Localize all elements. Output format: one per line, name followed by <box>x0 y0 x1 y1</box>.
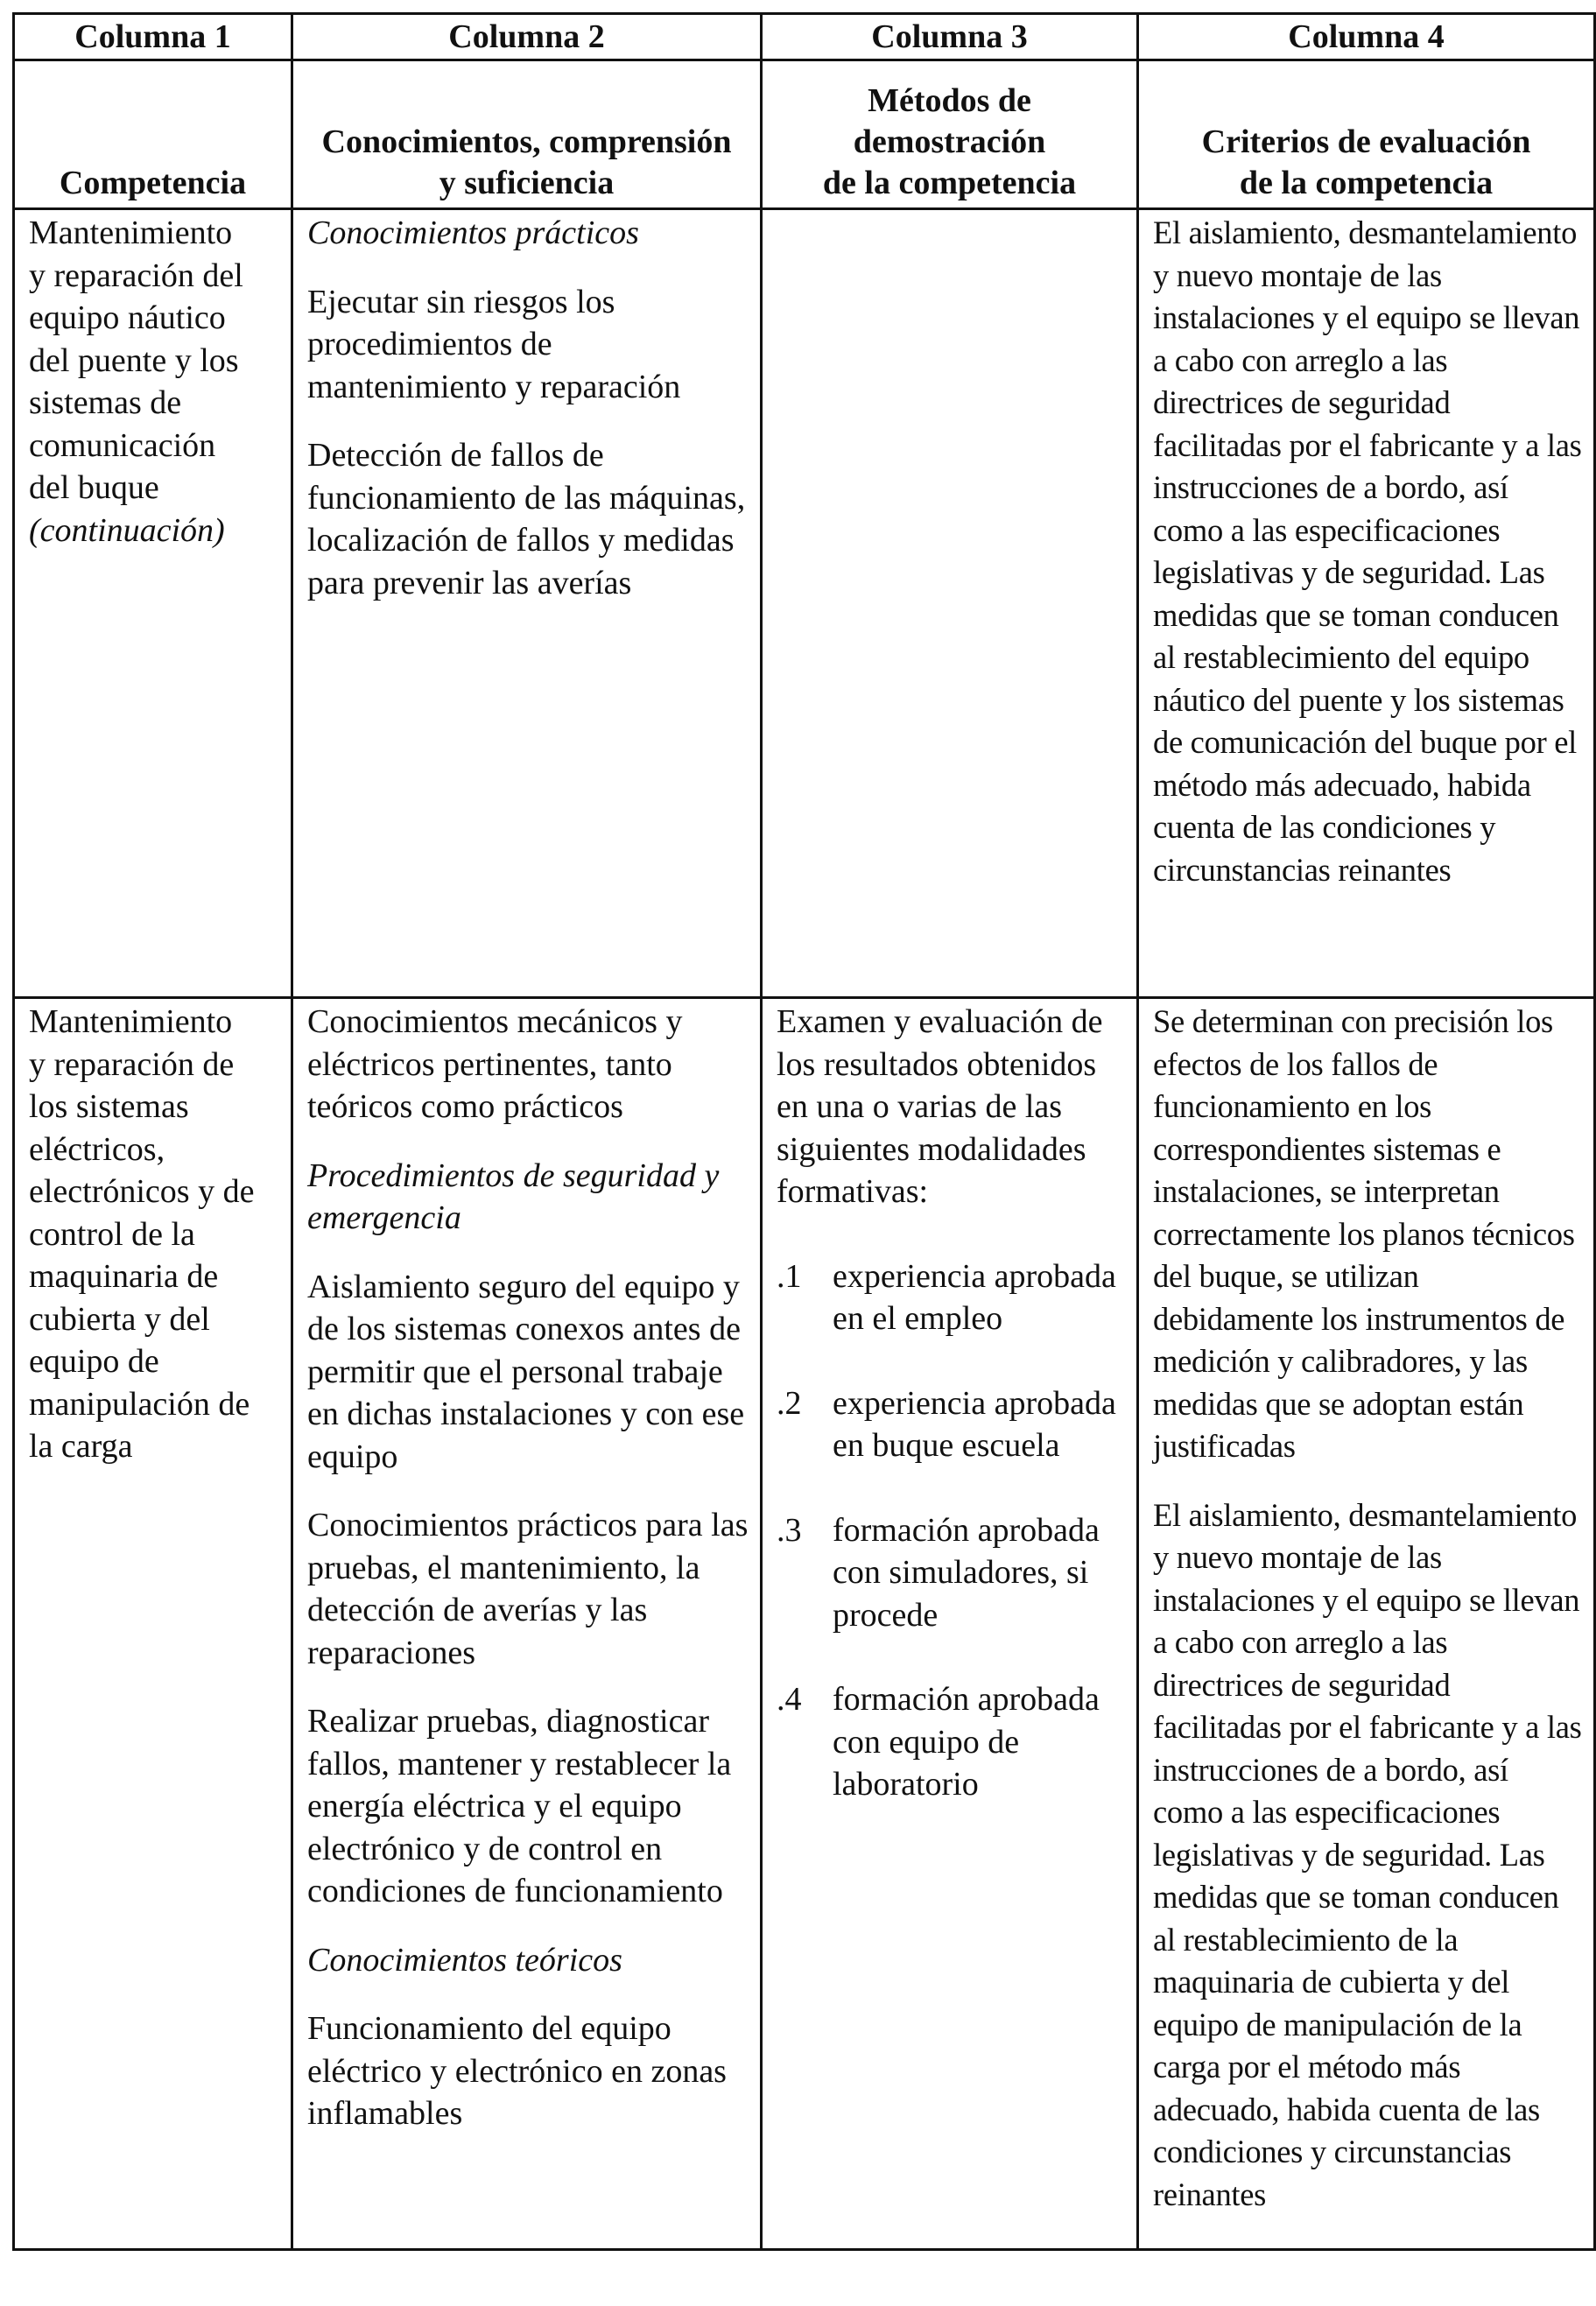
column-number-row <box>14 14 1595 60</box>
knowledge-item: Conocimientos prácticos para las pruebas, el mantenimiento, la detección de averías y las reparaciones <box>307 1507 749 1671</box>
conocimientos-cell <box>292 998 762 2250</box>
method-item <box>777 1255 1126 1340</box>
metodos-cell <box>762 209 1138 998</box>
method-number: .1 <box>777 1257 802 1295</box>
method-number: .3 <box>777 1511 802 1549</box>
column-title-conocimientos: Conocimientos, comprensión y suficiencia <box>292 60 762 209</box>
column-number-3: Columna 3 <box>762 14 1138 60</box>
criteria-paragraph: El aislamiento, desmantelamiento y nuevo montaje de las instalaciones y el equipo se llevan a cabo con arreglo a las directrices de seguridad facilitadas por el fabricante y a las instrucciones de a bordo, así como a las especificaciones legislativas y de seguridad. Las medidas que se toman conducen al restablecimiento de la maquinaria de cubierta y del equipo de manipulación de la carga por el método más adecuado, habida cuenta de las condiciones y circunstancias reinantes <box>1153 1496 1582 2212</box>
competencia-cell: Mantenimiento y reparación del equipo náutico del puente y los sistemas de comunicación del buque (continuación) <box>14 209 292 998</box>
column-number-4: Columna 4 <box>1138 14 1595 60</box>
method-text: formación aprobada con simuladores, si procede <box>833 1511 1100 1634</box>
method-number: .4 <box>777 1681 802 1718</box>
knowledge-item: Ejecutar sin riesgos los procedimientos de mantenimiento y reparación <box>307 283 681 405</box>
criteria-paragraph: El aislamiento, desmantelamiento y nuevo montaje de las instalaciones y el equipo se llevan a cabo con arreglo a las directrices de seguridad facilitadas por el fabricante y a las instrucciones de a bordo, así como a las especificaciones legislativas y de seguridad. Las medidas que se toman conducen al restablecimiento del equipo náutico del puente y los sistemas de comunicación del buque por el método más adecuado, habida cuenta de las condiciones y circunstancias reinantes <box>1153 214 1582 888</box>
method-text: formación aprobada con equipo de laboratorio <box>833 1681 1100 1803</box>
method-item <box>777 1382 1126 1467</box>
column-number-1: Columna 1 <box>14 14 292 60</box>
method-text: experiencia aprobada en el empleo <box>833 1257 1116 1337</box>
continuation-note: (continuación) <box>29 511 225 549</box>
subheading-theoretical: Conocimientos teóricos <box>307 1941 622 1979</box>
column-number-2: Columna 2 <box>292 14 762 60</box>
subheading-safety: Procedimientos de seguridad y emergencia <box>307 1157 720 1236</box>
column-title-metodos: Métodos de demostración de la competencia <box>762 60 1138 209</box>
knowledge-item: Aislamiento seguro del equipo y de los sistemas conexos antes de permitir que el personal trabaje en dichas instalaciones y con ese equipo <box>307 1268 745 1475</box>
knowledge-item: Funcionamiento del equipo eléctrico y electrónico en zonas inflamables <box>307 2010 727 2132</box>
knowledge-item: Realizar pruebas, diagnosticar fallos, mantener y restablecer la energía eléctrica y el equipo electrónico y de control en condiciones de funcionamiento <box>307 1703 732 1909</box>
method-item <box>777 1678 1126 1806</box>
column-title-row <box>14 60 1595 209</box>
column-title-competencia: Competencia <box>14 60 292 209</box>
knowledge-item: Conocimientos mecánicos y eléctricos pertinentes, tanto teóricos como prácticos <box>307 1003 683 1125</box>
criterios-cell <box>1138 998 1595 2250</box>
column-title-criterios: Criterios de evaluación de la competencia <box>1138 60 1595 209</box>
knowledge-item: Detección de fallos de funcionamiento de las máquinas, localización de fallos y medidas para prevenir las averías <box>307 437 746 601</box>
method-item <box>777 1509 1126 1637</box>
competence-table <box>12 12 1596 2251</box>
metodos-cell <box>762 998 1138 2250</box>
criterios-cell <box>1138 209 1595 998</box>
criteria-paragraph: Se determinan con precisión los efectos de los fallos de funcionamiento en los correspondientes sistemas e instalaciones, se interpretan correctamente los planos técnicos del buque, se utilizan debidamente los instrumentos de medición y calibradores, y las medidas que se adoptan están justificadas <box>1153 1003 1575 1464</box>
table-row <box>14 998 1595 2250</box>
methods-intro: Examen y evaluación de los resultados obtenidos en una o varias de las siguientes modalidades formativas: <box>777 1003 1103 1210</box>
table-row <box>14 209 1595 998</box>
subheading-practical: Conocimientos prácticos <box>307 214 639 251</box>
method-number: .2 <box>777 1384 802 1422</box>
method-text: experiencia aprobada en buque escuela <box>833 1384 1116 1464</box>
competencia-cell: Mantenimiento y reparación de los sistemas eléctricos, electrónicos y de control de la maquinaria de cubierta y del equipo de manipulación de la carga <box>14 998 292 2250</box>
conocimientos-cell <box>292 209 762 998</box>
